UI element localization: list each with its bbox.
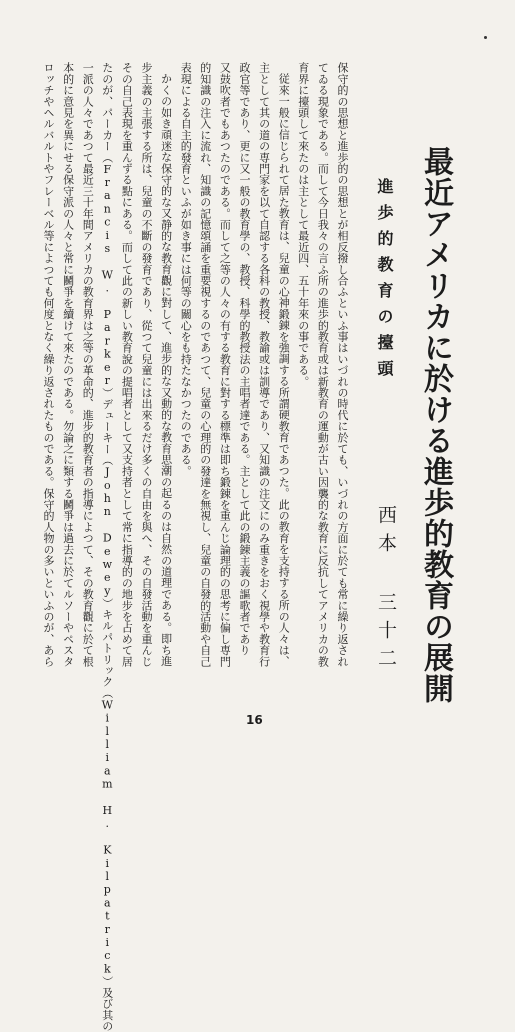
section-heading: 進歩的教育の擡頭 — [375, 178, 394, 386]
ink-speck — [484, 36, 487, 39]
page-number: 16 — [246, 713, 263, 727]
body-text-line: 育界に擡頭して來たのは主として最近四、五十年來の事である。 — [296, 62, 310, 387]
body-text-line: 従來一般に信じられて居た教育は、兒童の心神鍛錬を強調する所謂硬教育であつた。此の教育を支持する所の人々は、 — [277, 73, 291, 667]
body-text-line: 表現による自主的發育といふが如き事には何等の關心をも持たなかつたのである。 — [179, 62, 193, 477]
body-text-line: かくの如き頑迷な保守的な又静的な教育觀に對して、進步的な又動的な教育思潮の起るのは自然の道理である。即ち進 — [159, 73, 173, 667]
body-text-line: その自己表現を重んずる點にある。而して此の新しい教育說の提唱者として又支持者として常に指導的の地步を占めて居 — [120, 62, 134, 667]
body-text-line: 一派の人々であつて最近三十年間アメリカの教育界は之等の革命的、進步的教育者の指導によつて、その教育觀に於て根 — [81, 62, 95, 667]
body-text-line: 步主義の主張する所は、兒童の不斷の發育であり、從つて兒童には出來るだけ多くの自由を與へ、その自發活動を重んじ — [140, 62, 153, 667]
body-text-line: たのが、パーカー（Francis W. Parker）デューキー（John Dewey）キルパトリック（William H. Kilpatrick）及び其の — [100, 62, 114, 1032]
body-text-line: ロッチやヘルバルトやフレーベル等によつても何度となく繰り返されたものである。保守的人物の多いといふのが、あら — [42, 62, 55, 667]
body-text-line: 本的に意見を異にせる保守派の人々と常に鬭爭を續けて來たのである。勿論之に類する鬭爭は過去に於てルソーやペスタ — [61, 62, 75, 667]
body-text-line: 又鼓吹者でもあつたのである。而して之等の人々の有する教育に對する標準は即ち鍛錬を重んじ論理的の思考に偏し専門 — [218, 62, 232, 667]
article-title: 最近アメリカに於ける進歩的教育の展開 — [418, 146, 453, 704]
body-text-line: 保守的の思想と進歩的の思想とが相反撥し合ふといふ事はいづれの時代に於ても、いづれの方面に於ても常に繰り返され — [336, 62, 349, 667]
body-text-line: てゐる現象である。而して今日我々の言ふ所の進歩的教育或は新教育の運動が古い因襲的な教育に反抗してアメリカの教 — [316, 62, 330, 667]
body-text-line: 政官等であり、更に又一般の教育學の、教授、科學的教授法の主唱者達である。主として此の鍛錬主義の謳歌者であり — [238, 62, 251, 656]
author-name: 西本 三十二 — [375, 505, 397, 676]
body-text-line: 主として其の道の専門家を以て自認する各科の教授、教諭或は訓導であり、又知識の注文にのみ重きをおく視學や教育行 — [257, 62, 271, 667]
body-text-line: 的知識の注入に流れ、知識の記憶頌誦を重要視するのであつて、兒童の心理的の發達を無視し、兒童の自發的活動や自己 — [198, 62, 212, 667]
